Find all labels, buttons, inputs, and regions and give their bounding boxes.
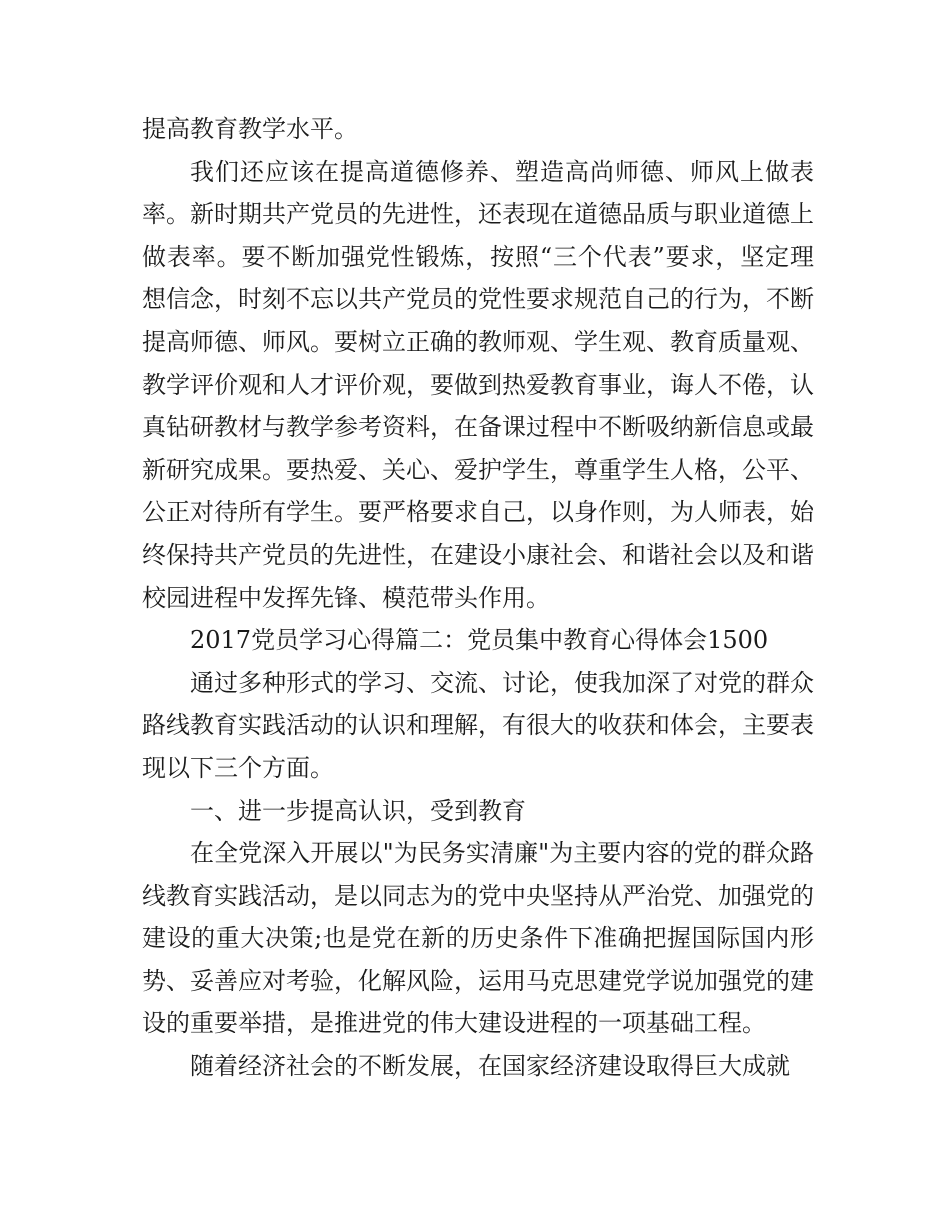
paragraph-mass-line: 在全党深入开展以"为民务实清廉"为主要内容的党的群众路线教育实践活动，是以同志为的党中央坚持从严治党、加强党的建设的重大决策;也是党在新的历史条件下准确把握国际国内形势、妥善应对考验，化解风险，运用马克思建党学说加强党的建设的重要举措，是推进党的伟大建设进程的一项基础工程。 — [142, 839, 814, 1038]
section-heading: 2017党员学习心得篇二：党员集中教育心得体会1500 — [190, 626, 769, 655]
subheading-one: 一、进一步提高认识，受到教育 — [190, 796, 526, 825]
document-body — [142, 108, 814, 1088]
paragraph-continuation: 提高教育教学水平。 — [142, 115, 358, 143]
paragraph-intro: 通过多种形式的学习、交流、讨论，使我加深了对党的群众路线教育实践活动的认识和理解，有很大的收获和体会，主要表现以下三个方面。 — [142, 668, 814, 782]
paragraph-economic-development: 随着经济社会的不断发展，在国家经济建设取得巨大成就 — [190, 1052, 790, 1081]
paragraph-teacher-ethics: 我们还应该在提高道德修养、塑造高尚师德、师风上做表率。新时期共产党员的先进性，还表现在道德品质与职业道德上做表率。要不断加强党性锻炼，按照“三个代表”要求，坚定理想信念，时刻不忘以共产党员的党性要求规范自己的行为，不断提高师德、师风。要树立正确的教师观、学生观、教育质量观、教学评价观和人才评价观，要做到热爱教育事业，诲人不倦，认真钻研教材与教学参考资料，在备课过程中不断吸纳新信息或最新研究成果。要热爱、关心、爱护学生，尊重学生人格，公平、公正对待所有学生。要严格要求自己，以身作则，为人师表，始终保持共产党员的先进性，在建设小康社会、和谐社会以及和谐校园进程中发挥先锋、模范带头作用。 — [142, 157, 814, 612]
